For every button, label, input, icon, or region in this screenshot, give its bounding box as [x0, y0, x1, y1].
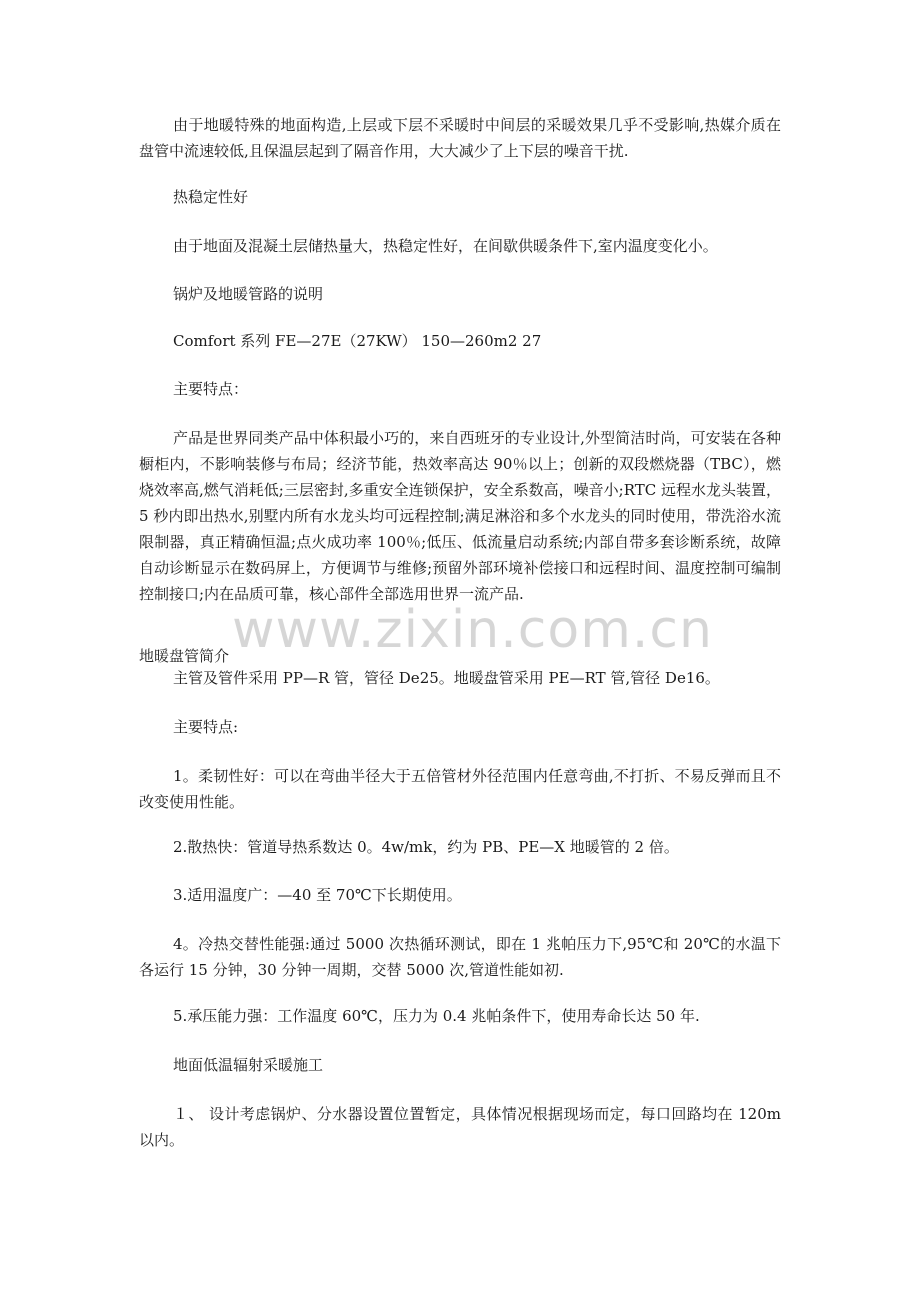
feature-item-5: 5.承压能力强：工作温度 60℃，压力为 0.4 兆帕条件下，使用寿命长达 50 年.: [173, 1007, 700, 1025]
construction-item-1: １、 设计考虑锅炉、分水器设置位置暂定，具体情况根据现场而定，每口回路均在 120m 以内。: [139, 1105, 781, 1149]
feature-item-1: 1。柔韧性好：可以在弯曲半径大于五倍管材外径范围内任意弯曲,不打折、不易反弹而且不改变使用性能。: [139, 767, 781, 811]
site-watermark: www.zixin.com.cn: [232, 600, 713, 660]
paragraph-intro: 由于地暖特殊的地面构造,上层或下层不采暖时中间层的采暖效果几乎不受影响,热媒介质在盘管中流速较低,且保温层起到了隔音作用，大大减少了上下层的噪音干扰.: [139, 116, 781, 160]
feature-item-4: 4。冷热交替性能强:通过 5000 次热循环测试，即在 1 兆帕压力下,95℃和 20℃的水温下各运行 15 分钟，30 分钟一周期，交替 5000 次,管道性能如初.: [139, 935, 781, 979]
heading-thermal-stability: 热稳定性好: [173, 188, 249, 206]
paragraph-thermal-stability: 由于地面及混凝土层储热量大，热稳定性好，在间歇供暖条件下,室内温度变化小。: [173, 237, 718, 255]
heading-boiler-description: 锅炉及地暖管路的说明: [173, 285, 324, 303]
heading-main-features-1: 主要特点：: [173, 380, 249, 398]
heading-main-features-2: 主要特点:: [173, 718, 239, 736]
paragraph-pipe-spec: 主管及管件采用 PP—R 管，管径 De25。地暖盘管采用 PE—RT 管,管径 De16。: [173, 669, 720, 687]
paragraph-product-features: 产品是世界同类产品中体积最小巧的，来自西班牙的专业设计,外型简洁时尚，可安装在各种橱柜内，不影响装修与布局；经济节能，热效率高达 90％以上；创新的双段燃烧器（TBC），燃烧效率高,燃气消耗低;三层密封,多重安全连锁保护，安全系数高，噪音小;RTC 远程水龙头装置，5 秒内即出热水,别墅内所有水龙头均可远程控制;满足淋浴和多个水龙头的同时使用，带洗浴水流限制器，真正精确恒温;点火成功率 100％;低压、低流量启动系统;内部自带多套诊断系统，故障自动诊断显示在数码屏上，方便调节与维修;预留外部环境补偿接口和远程时间、温度控制可编制控制接口;内在品质可靠，核心部件全部选用世界一流产品.: [139, 429, 781, 603]
heading-construction: 地面低温辐射采暖施工: [173, 1056, 324, 1074]
heading-floor-coil: 地暖盘管简介: [139, 647, 230, 665]
feature-item-3: 3.适用温度广：—40 至 70℃下长期使用。: [173, 886, 462, 904]
paragraph-comfort-series: Comfort 系列 FE—27E（27KW） 150—260m2 27: [173, 332, 542, 350]
feature-item-2: 2.散热快：管道导热系数达 0。4w/mk，约为 PB、PE—X 地暖管的 2 倍。: [173, 838, 679, 856]
